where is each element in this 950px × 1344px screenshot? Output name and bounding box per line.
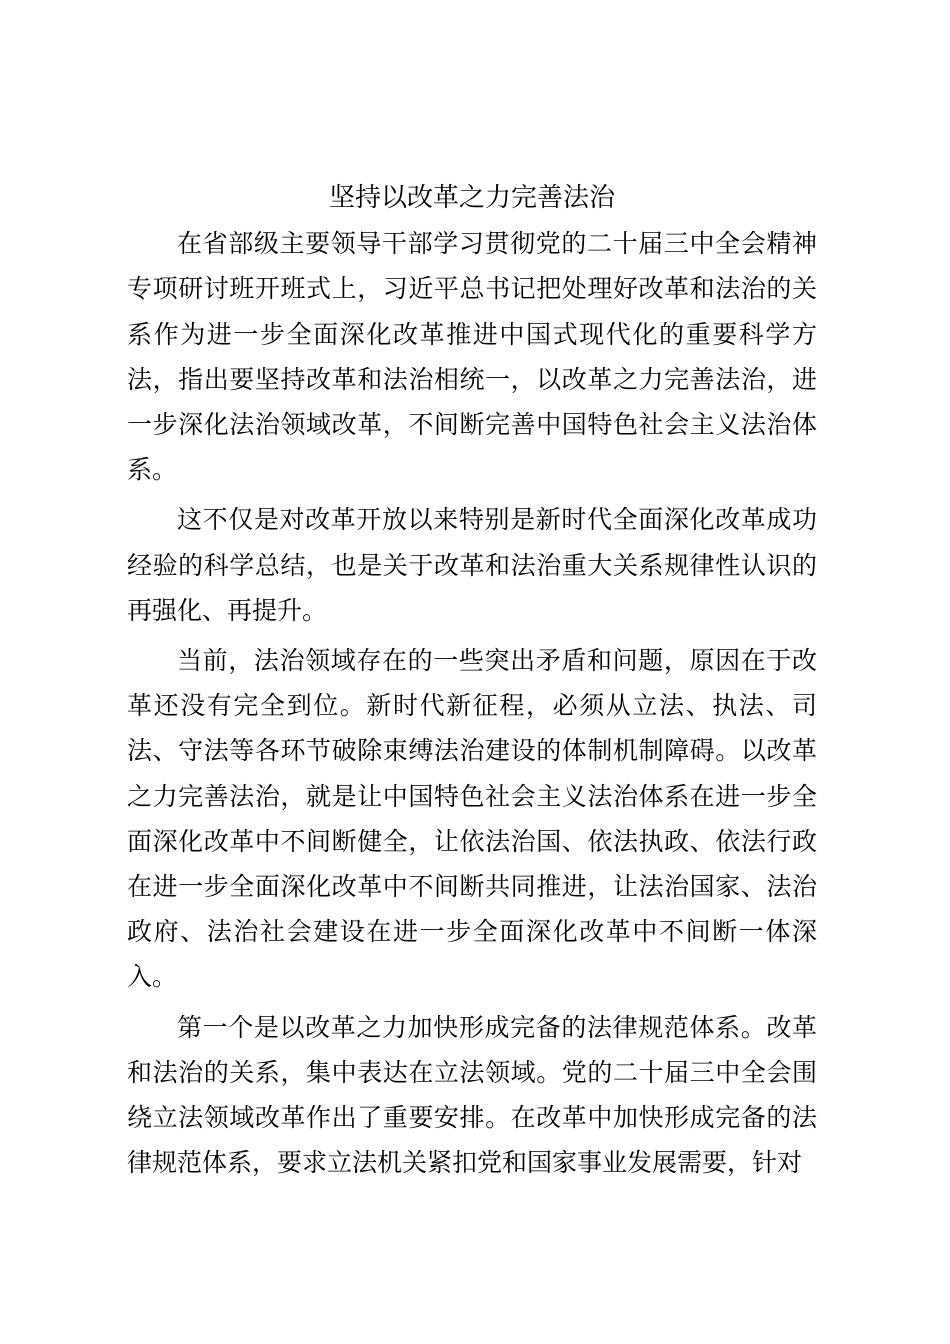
paragraph-1: 在省部级主要领导干部学习贯彻党的二十届三中全会精神专项研讨班开班式上，习近平总书记把处理好改革和法治的关系作为进一步全面深化改革推进中国式现代化的重要科学方法，指出要坚持改革和法治相统一，以改革之力完善法治，进一步深化法治领域改革，不间断完善中国特色社会主义法治体系。 [127, 229, 817, 485]
document-body [127, 176, 817, 1190]
paragraph-4: 第一个是以改革之力加快形成完备的法律规范体系。改革和法治的关系，集中表达在立法领域。党的二十届三中全会围绕立法领域改革作出了重要安排。在改革中加快形成完备的法律规范体系，要求立法机关紧扣党和国家事业发展需要，针对 [127, 1012, 817, 1178]
paragraph-2: 这不仅是对改革开放以来特别是新时代全面深化改革成功经验的科学总结，也是关于改革和法治重大关系规律性认识的再强化、再提升。 [127, 505, 817, 625]
paragraph-3: 当前，法治领域存在的一些突出矛盾和问题，原因在于改革还没有完全到位。新时代新征程，必须从立法、执法、司法、守法等各环节破除束缚法治建设的体制机制障碍。以改革之力完善法治，就是让中国特色社会主义法治体系在进一步全面深化改革中不间断健全，让依法治国、依法执政、依法行政在进一步全面深化改革中不间断共同推进，让法治国家、法治政府、法治社会建设在进一步全面深化改革中不间断一体深入。 [127, 646, 817, 992]
document-title: 坚持以改革之力完善法治 [328, 183, 615, 213]
